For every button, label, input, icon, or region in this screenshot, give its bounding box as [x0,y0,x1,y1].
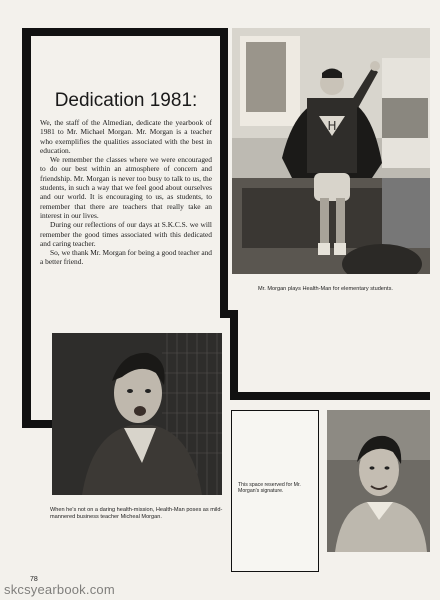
frame-bottom-border [22,420,52,428]
frame-step-vertical [230,310,238,400]
dedication-paragraph-2: We remember the classes where we were encouraged to do our best within an atmosphere of concern and friendship. Mr. Morgan is never too busy to talk to us, the students, in such a way that we feel good about ourselves and our world. It is encouraging to us, as students, to remember that there are teachers that really take an interest in our lives. [40,155,212,220]
dedication-title: Dedication 1981: [54,90,198,111]
frame-right-border [220,28,228,318]
dedication-paragraph-4: So, we thank Mr. Morgan for being a good teacher and a better friend. [40,248,213,267]
healthman-photo [232,28,430,274]
frame-left-border [22,28,31,428]
dedication-paragraph-3: During our reflections of our days at S.K.C.S. we will remember the good times associated with this dedicated and caring teacher. [40,220,212,248]
signature-box-caption: This space reserved for Mr. Morgan's signature. [238,482,301,495]
frame-middle-border [230,392,430,400]
portrait-photo [327,410,430,552]
dedication-text-block [40,90,212,267]
page-number: 78 [30,576,38,583]
mild-mannered-photo [52,333,222,495]
svg-text:H: H [327,119,337,133]
mild-mannered-caption: When he's not on a daring health-mission, Health-Man poses as mild-mannered business teacher Micheal Morgan. [50,507,223,520]
watermark-text: skcsyearbook.com [4,582,115,597]
healthman-caption: Mr. Morgan plays Health-Man for elementary students. [258,286,393,292]
dedication-paragraph-1: We, the staff of the Almedian, dedicate the yearbook of 1981 to Mr. Michael Morgan. Mr. Morgan is a teacher who exemplifies the qualities associated with the best in education. [40,118,212,155]
frame-top-border [22,28,228,36]
